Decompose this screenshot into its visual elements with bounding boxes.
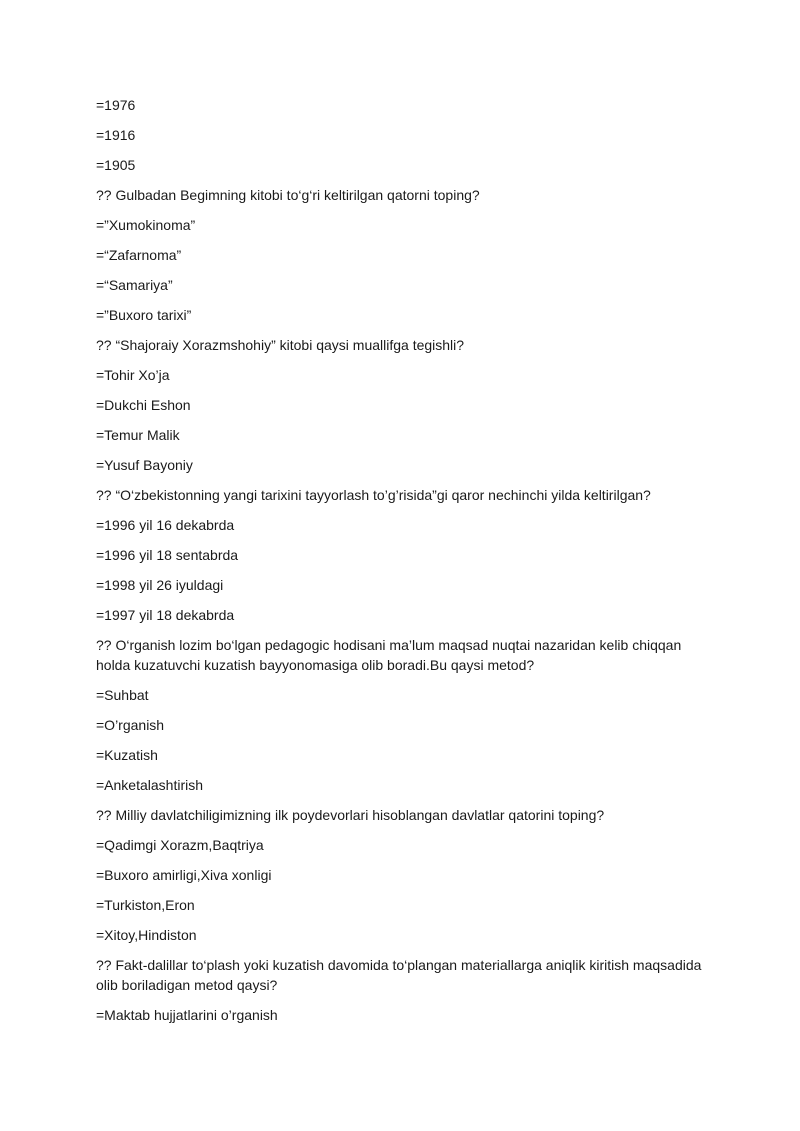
answer-line: =1997 yil 18 dekabrda [96,607,235,623]
answer-line: =1976 [96,97,136,113]
answer-line: =1998 yil 26 iyuldagi [96,577,224,593]
question-line: ?? Gulbadan Begimning kitobi to‘g‘ri keltirilgan qatorni toping? [96,187,480,203]
answer-line: =Maktab hujjatlarini o’rganish [96,1007,278,1023]
question-line: ?? Milliy davlatchiligimizning ilk poydevorlari hisoblangan davlatlar qatorini toping? [96,807,605,823]
answer-line: =Qadimgi Xorazm,Baqtriya [96,837,264,853]
answer-line: =1905 [96,157,136,173]
answer-line: =Suhbat [96,687,149,703]
question-line: ?? O‘rganish lozim bo‘lgan pedagogic hodisani ma’lum maqsad nuqtai nazaridan kelib chiqqan holda kuzatuvchi kuzatish bayyonomasiga olib boradi.Bu qaysi metod? [96,637,682,673]
answer-line: =“Zafarnoma” [96,247,182,263]
answer-line: =Tohir Xo’ja [96,367,170,383]
question-line: ?? “O‘zbekistonning yangi tarixini tayyorlash to’g’risida”gi qaror nechinchi yilda keltirilgan? [96,487,651,503]
question-line: ?? “Shajoraiy Xorazmshohiy” kitobi qaysi muallifga tegishli? [96,337,465,353]
answer-line: =Buxoro amirligi,Xiva xonligi [96,867,272,883]
document-page [96,95,716,1035]
answer-line: =1996 yil 16 dekabrda [96,517,235,533]
answer-line: =“Samariya” [96,277,173,293]
answer-line: =Dukchi Eshon [96,397,191,413]
answer-line: =1916 [96,127,136,143]
answer-line: =”Xumokinoma” [96,217,196,233]
answer-line: =Xitoy,Hindiston [96,927,197,943]
answer-line: =Kuzatish [96,747,158,763]
answer-line: =Temur Malik [96,427,180,443]
answer-line: =Turkiston,Eron [96,897,195,913]
answer-line: =1996 yil 18 sentabrda [96,547,239,563]
answer-line: =Anketalashtirish [96,777,204,793]
question-line: ?? Fakt-dalillar to‘plash yoki kuzatish davomida to‘plangan materiallarga aniqlik kiritish maqsadida olib boriladigan metod qaysi? [96,957,702,993]
answer-line: =O’rganish [96,717,165,733]
answer-line: =Yusuf Bayoniy [96,457,193,473]
answer-line: =”Buxoro tarixi” [96,307,192,323]
